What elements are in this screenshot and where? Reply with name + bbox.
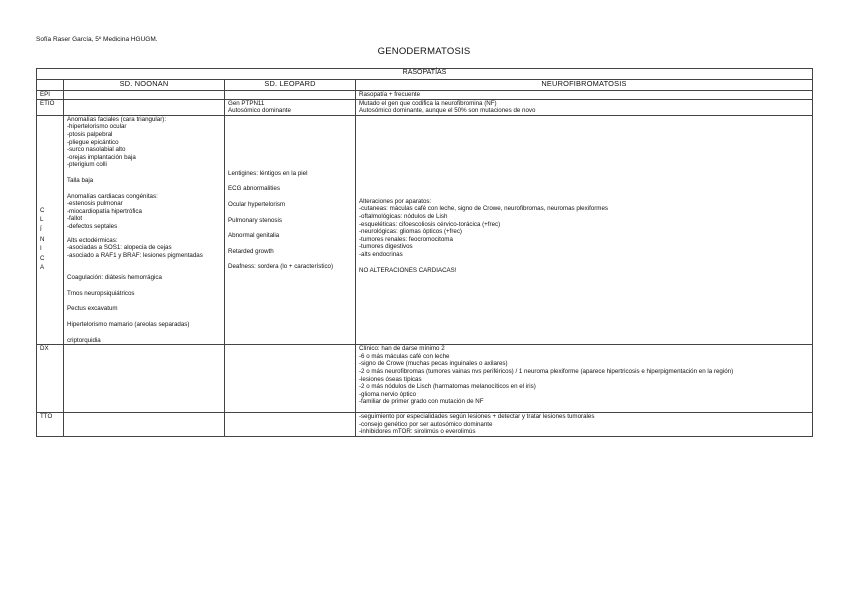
nf-clinica-item: -tumores renales: feocromocitoma [359, 235, 453, 243]
clinica-letter: I [40, 245, 42, 253]
leopard-item: Pulmonary stenosis [228, 216, 282, 224]
noonan-facial-line: -orejas implantación baja [67, 153, 136, 161]
row-dx [37, 345, 813, 413]
leopard-item: Abnormal genitalia [228, 232, 280, 240]
cell-tto-leopard [225, 413, 356, 437]
clinica-letter: A [40, 264, 45, 272]
noonan-cardiac-line: -defectos septales [67, 222, 118, 230]
noonan-cardiac-line: -fallot [67, 215, 83, 223]
noonan-pectus: Pectus excavatum [67, 305, 118, 313]
nf-tto-line: -consejo genético por ser autosómico dominante [359, 420, 493, 428]
col-header-leopard: SD. LEOPARD [225, 80, 356, 91]
nf-dx-line: -glioma nervio óptico [359, 390, 417, 398]
row-label-tto: TTO [37, 413, 64, 437]
nf-clinica-item: -neurológicas: gliomas ópticos (+frec) [359, 228, 462, 236]
nf-clinica-item: -cutaneas: máculas café con leche, signo de Crowe, neurofibromas, neuromas plexiformes [359, 205, 608, 213]
nf-dx-line: -6 o más máculas café con leche [359, 352, 450, 360]
noonan-talla: Talla baja [67, 176, 94, 184]
column-header-row [37, 80, 813, 91]
etio-nf-line: Autosómico dominante, aunque el 50% son mutaciones de novo [359, 107, 536, 115]
cell-dx-nf [356, 345, 813, 413]
cell-clinica-noonan [64, 115, 225, 344]
leopard-item: ECG abnormalities [228, 185, 280, 193]
col-header-neurofibromatosis: NEUROFIBROMATOSIS [356, 80, 813, 91]
nf-dx-line: -signo de Crowe (muchas pecas inguinales o axilares) [359, 360, 508, 368]
cell-dx-noonan [64, 345, 225, 413]
clinica-letter: N [40, 235, 45, 243]
row-label-etio: ETIO [37, 99, 64, 115]
noonan-cardiac-line: -estenosis pulmonar [67, 200, 123, 208]
cell-etio-nf [356, 99, 813, 115]
cell-etio-noonan [64, 99, 225, 115]
noonan-facial-line: Anomalías faciales (cara triangular): [67, 115, 167, 123]
clinica-letter: Í [40, 225, 42, 233]
document-title: GENODERMATOSIS [377, 46, 471, 57]
nf-clinica-item: -tumores digestivos [359, 243, 413, 251]
nf-dx-line: -2 o más neurofibromas (tumores vainas nvs periféricos) / 1 neuroma plexiforme (aparece hipertricosis e hiperpigmentación en la región) [359, 368, 734, 376]
etio-leopard-line: Autosómico dominante [228, 107, 291, 115]
cell-epi-noonan [64, 91, 225, 100]
noonan-facial-line: -pterigium colli [67, 161, 107, 169]
cell-dx-leopard [225, 345, 356, 413]
row-label-epi: EPI [37, 91, 64, 100]
row-etio [37, 99, 813, 115]
cell-tto-nf [356, 413, 813, 437]
nf-dx-line: -lesiones óseas típicas [359, 375, 422, 383]
corner-cell [37, 80, 64, 91]
cell-clinica-leopard [225, 115, 356, 344]
etio-nf-line: Mutado el gen que codifica la neurofibromina (NF) [359, 99, 497, 107]
noonan-ecto-line: -asociadas a SOS1: alopecia de cejas [67, 244, 172, 252]
noonan-mamario: Hipertelorismo mamario (areolas separadas) [67, 321, 190, 329]
cell-epi-nf: Rasopatía + frecuente [356, 91, 813, 100]
nf-clinica-item: -esqueléticas: cifoescoliosis cérvico-torácica (+frec) [359, 220, 501, 228]
col-header-noonan: SD. NOONAN [64, 80, 225, 91]
author-line: Sofía Raser García, 5º Medicina HGUGM. [36, 36, 158, 43]
noonan-facial-line: -ptosis palpebral [67, 130, 113, 138]
noonan-neuro: Trnos neuropsiquiátricos [67, 289, 135, 297]
noonan-cardiac-line: Anomalías cardiacas congénitas: [67, 192, 158, 200]
row-label-clinica [37, 115, 64, 344]
nf-dx-line: -familiar de primer grado con mutación de NF [359, 398, 484, 406]
leopard-item: Retarded growth [228, 247, 274, 255]
etio-leopard-line: Gen PTPN11 [228, 99, 265, 107]
table-banner: RASOPATÍAS [37, 69, 813, 80]
cell-tto-noonan [64, 413, 225, 437]
row-clinica [37, 115, 813, 344]
leopard-item: Deafness: sordera (lo + característico) [228, 263, 334, 271]
noonan-facial-line: -hipertelorismo ocular [67, 123, 127, 131]
row-label-dx: DX [37, 345, 64, 413]
noonan-facial-line: -pliegue epicántico [67, 138, 119, 146]
leopard-item: Ocular hypertelorism [228, 200, 286, 208]
nf-clinica-intro: Alteraciones por aparatos: [359, 197, 432, 205]
noonan-ecto-line: Alts ectodérmicas: [67, 236, 118, 244]
nf-no-cardiac-note: NO ALTERACIONES CARDIACAS! [359, 266, 457, 274]
nf-clinica-item: -alts endocrinas [359, 250, 403, 258]
noonan-cripto: criptorquidia [67, 336, 101, 344]
nf-clinica-item: -oftalmológicas: nódulos de Lish [359, 212, 448, 220]
noonan-ecto-line: -asociado a RAF1 y BRAF: lesiones pigmentadas [67, 251, 203, 259]
noonan-facial-line: -surco nasolabial alto [67, 146, 126, 154]
leopard-item: Lentigines: léntigos en la piel [228, 169, 308, 177]
noonan-cardiac-line: -miocardiopatía hipertrófica [67, 207, 142, 215]
rasopatias-table [36, 68, 813, 437]
noonan-coagulacion: Coagulación: diátesis hemorrágica [67, 274, 162, 282]
cell-epi-leopard [225, 91, 356, 100]
cell-clinica-nf [356, 115, 813, 344]
clinica-letter: L [40, 216, 44, 224]
banner-row [37, 69, 813, 80]
nf-tto-line: -inhibidores mTOR: sirolimús o everolimús [359, 428, 476, 436]
clinica-letter: C [40, 206, 45, 214]
nf-dx-line: Clínico: han de darse mínimo 2 [359, 345, 445, 353]
row-tto [37, 413, 813, 437]
clinica-letter: C [40, 254, 45, 262]
nf-tto-line: -seguimiento por especialidades según lesiones + detectar y tratar lesiones tumorales [359, 413, 595, 420]
nf-dx-line: -2 o más nódulos de Lisch (harmatomas melanocíticos en el iris) [359, 383, 536, 391]
row-epi [37, 91, 813, 100]
cell-etio-leopard [225, 99, 356, 115]
